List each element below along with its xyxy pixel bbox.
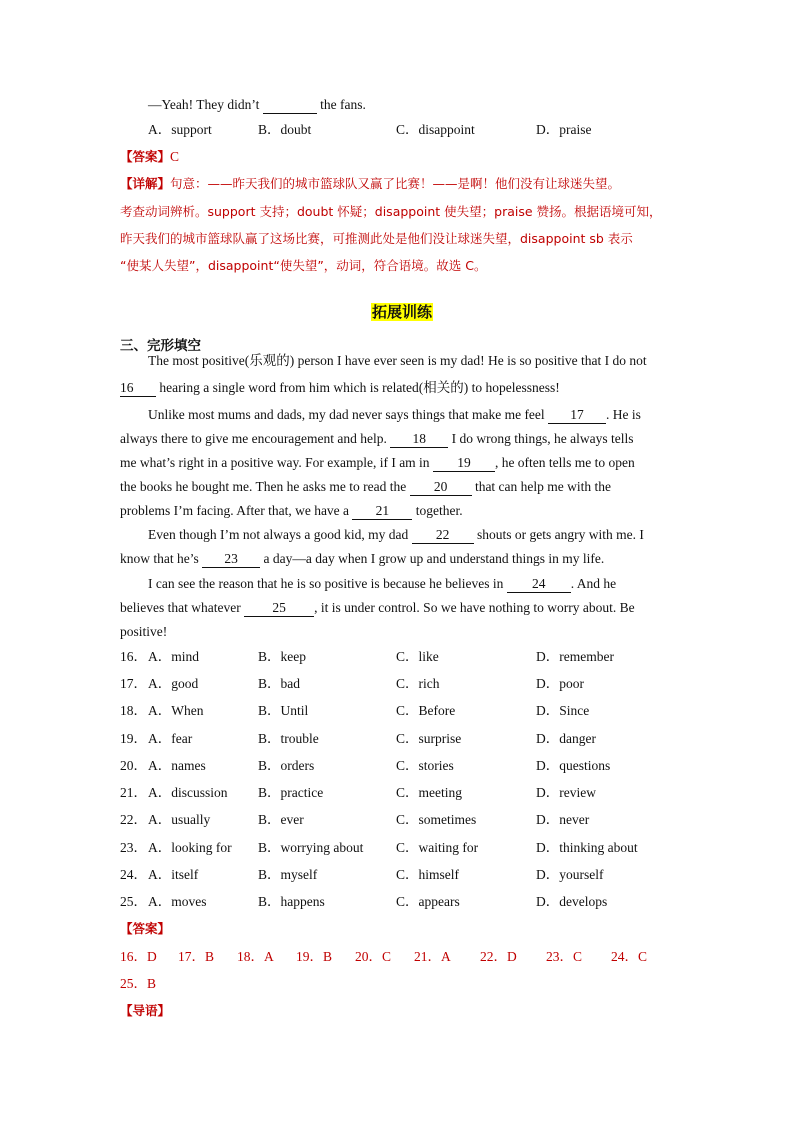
answer-23: 23．C (546, 949, 583, 964)
question-number: 23． (120, 840, 147, 855)
option-c: C．surprise (396, 731, 462, 746)
question-number: 21． (120, 785, 147, 800)
q15-option-a: A．support (148, 122, 212, 137)
answers-tag: 【答案】 (120, 921, 171, 936)
option-a: A．When (148, 703, 204, 718)
question-number: 20． (120, 758, 147, 773)
option-b: B．worrying about (258, 840, 364, 855)
passage-line: I can see the reason that he is so positive is because he believes in 24 . And he (148, 576, 617, 591)
option-c: C．stories (396, 758, 454, 773)
q15-stem: —Yeah! They didn’t the fans. (148, 97, 366, 112)
section-title: 三、完形填空 (120, 338, 201, 354)
option-b: B．trouble (258, 731, 319, 746)
option-a: A．looking for (148, 840, 232, 855)
option-b: B．bad (258, 676, 300, 691)
option-a: A．mind (148, 649, 200, 664)
option-b: B．ever (258, 812, 304, 827)
blank-21: 21 (352, 503, 412, 520)
option-d: D．questions (536, 758, 611, 773)
option-c: C．himself (396, 867, 459, 882)
passage-line: the books he bought me. Then he asks me to read the 20 that can help me with the (120, 479, 612, 494)
option-a: A．names (148, 758, 206, 773)
option-d: D．develops (536, 894, 608, 909)
option-b: B．practice (258, 785, 324, 800)
blank-20: 20 (410, 479, 472, 496)
question-number: 18． (120, 703, 147, 718)
q15-explain-line-2: 考查动词辨析。support 支持；doubt 怀疑；disappoint 使失望；praise 赞扬。根据语境可知， (120, 204, 662, 219)
passage-line: The most positive(乐观的) person I have ever seen is my dad! He is so positive that I do not (148, 353, 647, 368)
blank-18: 18 (390, 431, 448, 448)
answer-16: 16．D (120, 949, 157, 964)
q15-explain-line-4: “使某人失望”，disappoint“使失望”，动词，符合语境。故选 C。 (120, 258, 487, 273)
option-c: C．waiting for (396, 840, 479, 855)
passage-line: positive! (120, 624, 168, 639)
passage-line: Unlike most mums and dads, my dad never says things that make me feel 17 . He is (148, 407, 641, 422)
answer-21: 21．A (414, 949, 451, 964)
blank-24: 24 (507, 576, 571, 593)
option-d: D．review (536, 785, 596, 800)
option-a: A．good (148, 676, 199, 691)
option-d: D．remember (536, 649, 614, 664)
option-c: C．Before (396, 703, 456, 718)
option-c: C．sometimes (396, 812, 477, 827)
option-d: D．danger (536, 731, 596, 746)
question-number: 19． (120, 731, 147, 746)
answer-18: 18．A (237, 949, 274, 964)
answer-25: 25．B (120, 976, 157, 991)
option-b: B．happens (258, 894, 325, 909)
option-a: A．itself (148, 867, 199, 882)
option-d: D．poor (536, 676, 584, 691)
answer-24: 24．C (611, 949, 648, 964)
q15-option-b: B．doubt (258, 122, 312, 137)
answer-19: 19．B (296, 949, 333, 964)
q15-option-c: C．disappoint (396, 122, 475, 137)
option-c: C．rich (396, 676, 440, 691)
answer-22: 22．D (480, 949, 517, 964)
blank-19: 19 (433, 455, 495, 472)
option-b: B．keep (258, 649, 306, 664)
blank-17: 17 (548, 407, 606, 424)
passage-line: 16 hearing a single word from him which is related(相关的) to hopelessness! (120, 380, 560, 395)
option-c: C．like (396, 649, 439, 664)
passage-line: know that he’s 23 a day—a day when I grow up and understand things in my life. (120, 551, 605, 566)
option-a: A．fear (148, 731, 193, 746)
section-heading: 拓展训练 (372, 303, 433, 321)
blank-16: 16 (120, 380, 156, 397)
answer-17: 17．B (178, 949, 215, 964)
passage-line: believes that whatever 25 , it is under control. So we have nothing to worry about. Be (120, 600, 635, 615)
guide-tag: 【导语】 (120, 1003, 171, 1018)
option-d: D．thinking about (536, 840, 638, 855)
option-c: C．appears (396, 894, 460, 909)
question-number: 25． (120, 894, 147, 909)
passage-line: problems I’m facing. After that, we have a 21 together. (120, 503, 463, 518)
passage-line: always there to give me encouragement and help. 18 I do wrong things, he always tells (120, 431, 634, 446)
option-a: A．moves (148, 894, 207, 909)
blank-25: 25 (244, 600, 314, 617)
question-number: 17． (120, 676, 147, 691)
question-number: 22． (120, 812, 147, 827)
blank-23: 23 (202, 551, 260, 568)
option-b: B．Until (258, 703, 309, 718)
option-d: D．Since (536, 703, 590, 718)
option-c: C．meeting (396, 785, 462, 800)
q15-option-d: D．praise (536, 122, 592, 137)
q15-explain-line-1: 【详解】句意：——昨天我们的城市篮球队又赢了比赛！——是啊！他们没有让球迷失望。 (120, 176, 621, 191)
option-d: D．yourself (536, 867, 604, 882)
option-d: D．never (536, 812, 590, 827)
answer-20: 20．C (355, 949, 392, 964)
passage-line: Even though I’m not always a good kid, my dad 22 shouts or gets angry with me. I (148, 527, 644, 542)
passage-line: me what’s right in a positive way. For example, if I am in 19 , he often tells me to open (120, 455, 635, 470)
q15-answer: 【答案】C (120, 149, 180, 164)
q15-explain-line-3: 昨天我们的城市篮球队赢了这场比赛，可推测此处是他们没让球迷失望，disappoint sb 表示 (120, 231, 633, 246)
question-number: 24． (120, 867, 147, 882)
option-b: B．orders (258, 758, 315, 773)
question-number: 16． (120, 649, 147, 664)
q15-blank (263, 97, 317, 114)
option-a: A．usually (148, 812, 211, 827)
option-b: B．myself (258, 867, 318, 882)
option-a: A．discussion (148, 785, 228, 800)
blank-22: 22 (412, 527, 474, 544)
